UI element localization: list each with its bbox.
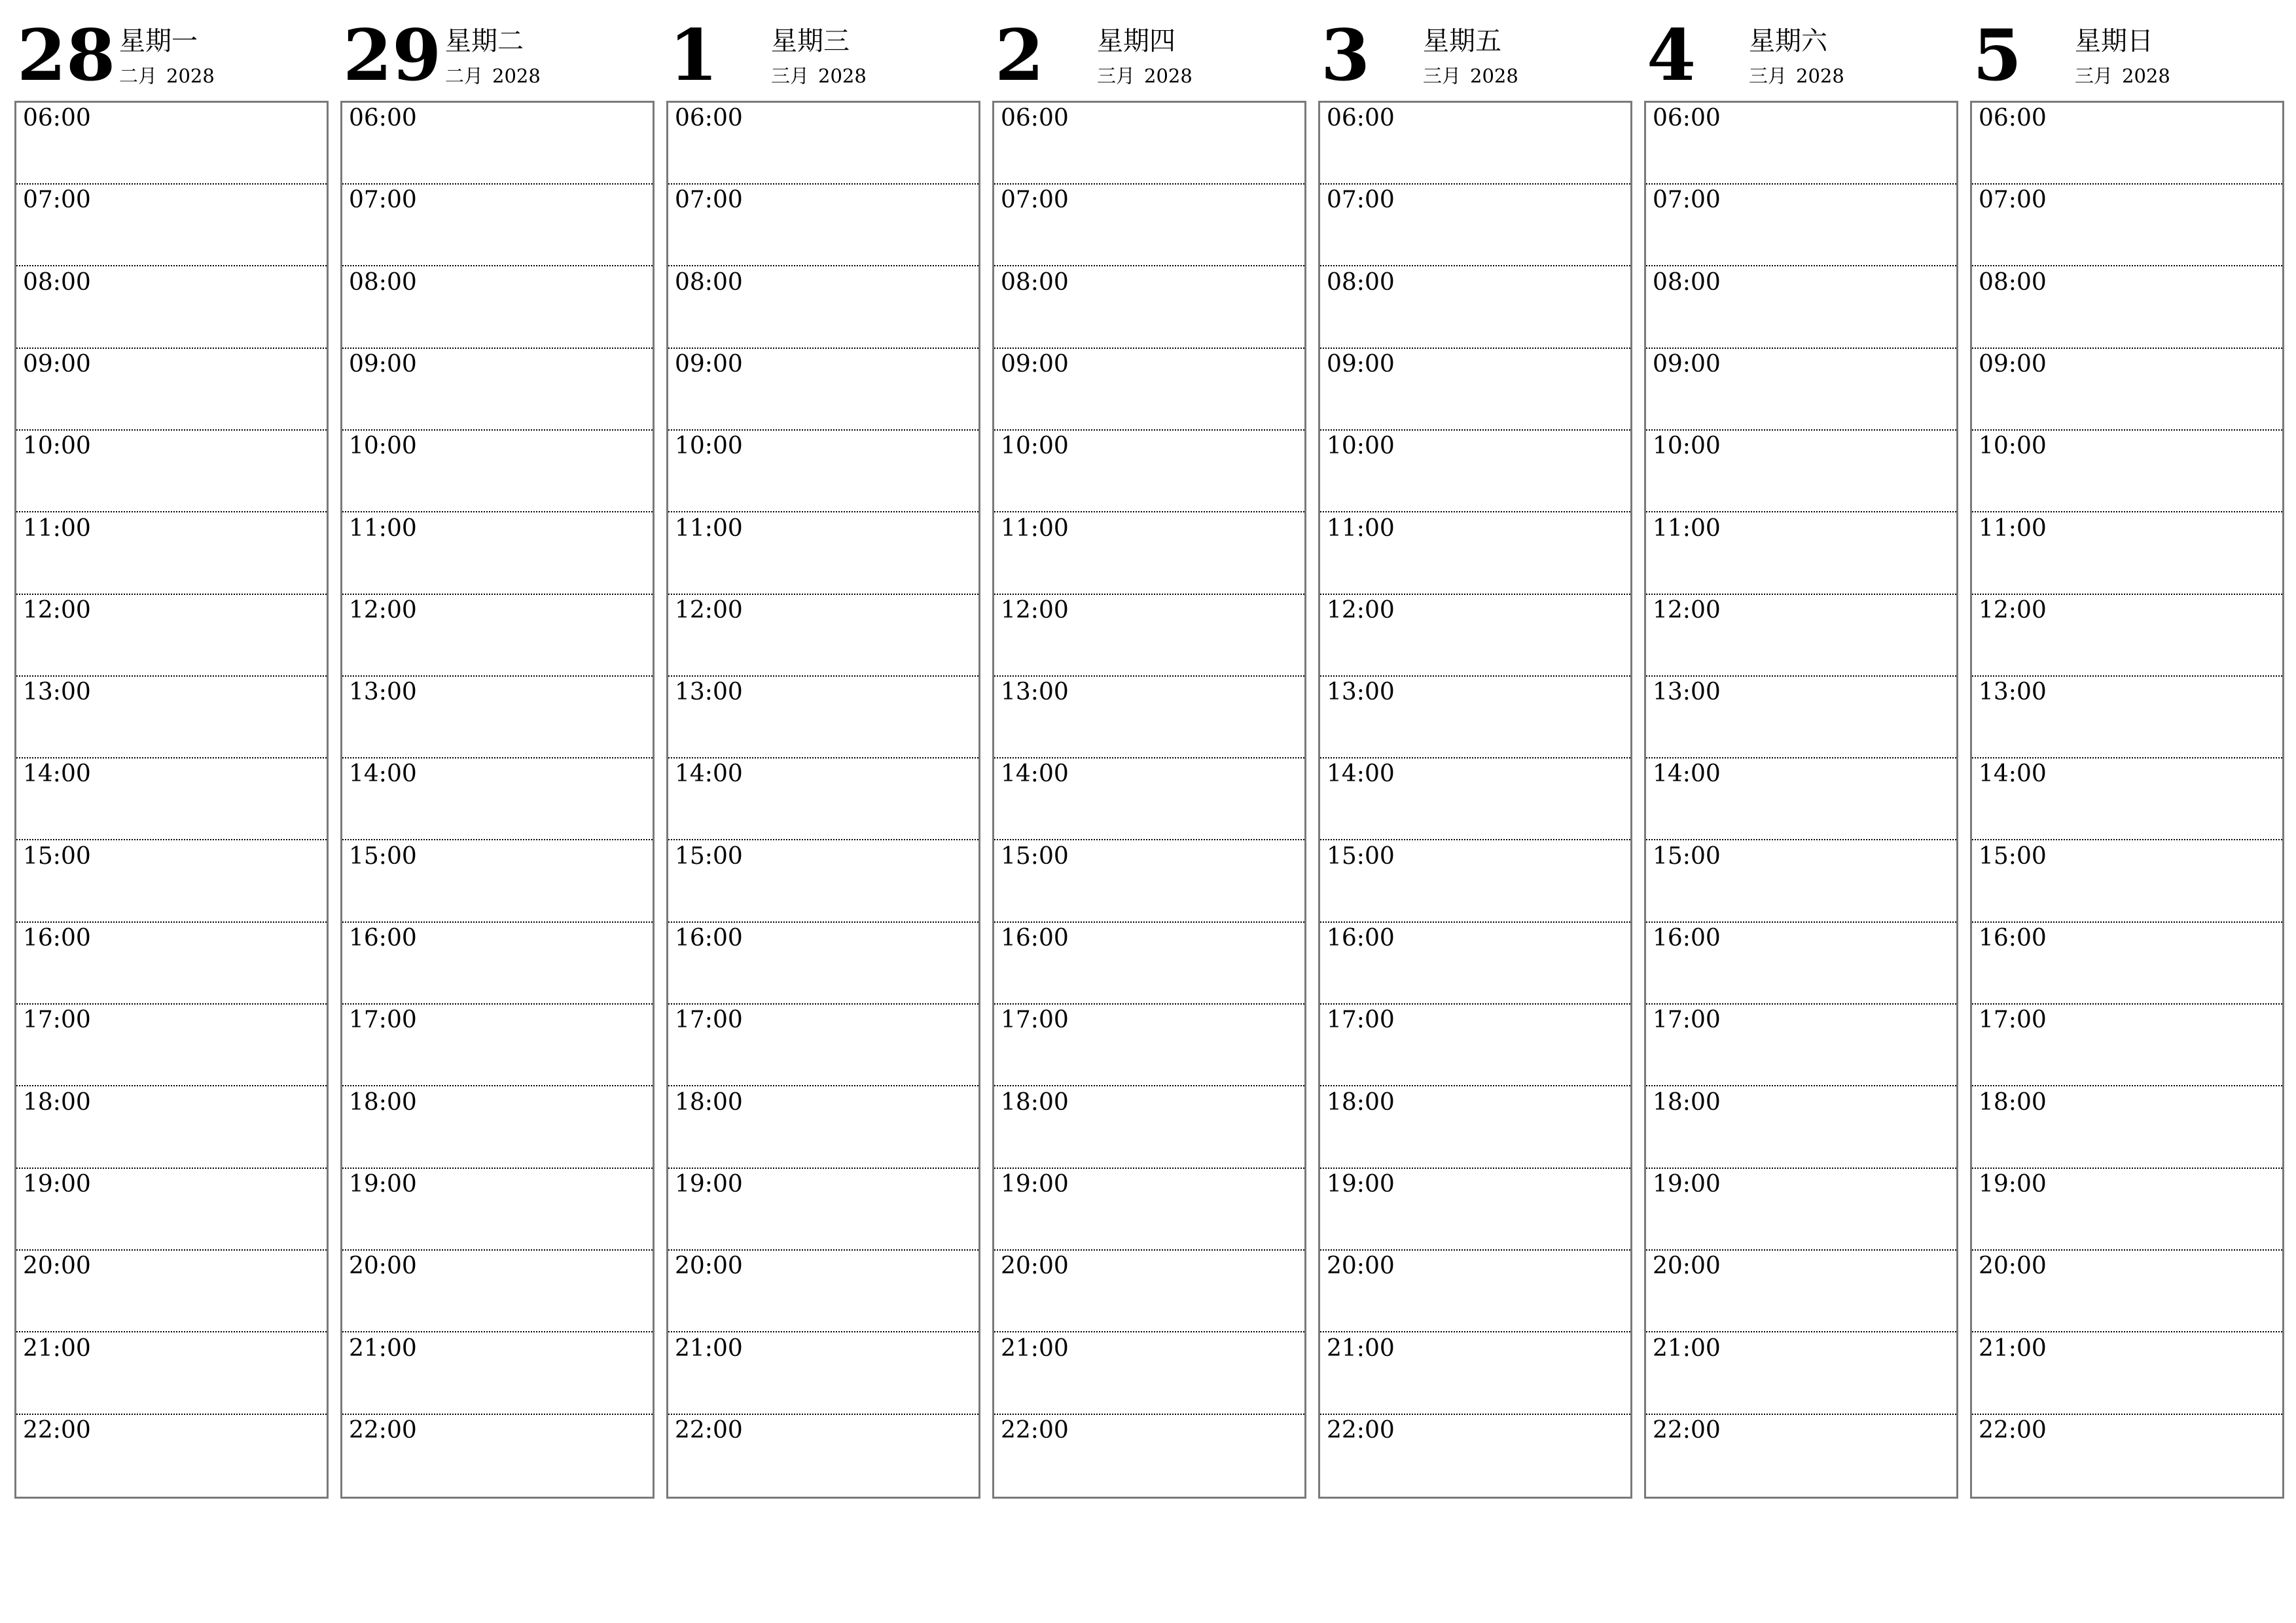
time-slot-label: 17:00 bbox=[1327, 1007, 1395, 1034]
time-slot[interactable] bbox=[1646, 1333, 1956, 1415]
time-slot-label: 18:00 bbox=[1653, 1088, 1721, 1116]
time-slot[interactable] bbox=[1646, 103, 1956, 185]
time-slot-label: 06:00 bbox=[23, 105, 91, 132]
time-slot[interactable] bbox=[16, 595, 327, 677]
day-schedule-box bbox=[666, 101, 980, 1499]
time-slot-label: 17:00 bbox=[349, 1007, 417, 1034]
time-slot[interactable] bbox=[1646, 677, 1956, 758]
time-slot-label: 12:00 bbox=[1327, 596, 1395, 624]
time-slot[interactable] bbox=[1972, 758, 2282, 840]
time-slot[interactable] bbox=[342, 758, 653, 840]
time-slot[interactable] bbox=[1646, 349, 1956, 431]
time-slot-label: 21:00 bbox=[1653, 1334, 1721, 1362]
time-slot[interactable] bbox=[1646, 758, 1956, 840]
time-slot[interactable] bbox=[1320, 513, 1630, 595]
time-slot[interactable] bbox=[1320, 267, 1630, 349]
time-slot-label: 15:00 bbox=[23, 842, 91, 870]
time-slot[interactable] bbox=[1972, 267, 2282, 349]
time-slot-label: 19:00 bbox=[1001, 1170, 1069, 1198]
time-slot-label: 09:00 bbox=[1327, 350, 1395, 378]
time-slot-label: 07:00 bbox=[349, 187, 417, 214]
time-slot[interactable] bbox=[16, 185, 327, 266]
time-slot[interactable] bbox=[342, 595, 653, 677]
time-slot-label: 07:00 bbox=[1327, 187, 1395, 214]
time-slot[interactable] bbox=[16, 1333, 327, 1415]
month-label: 三月 bbox=[771, 65, 810, 87]
time-slot-label: 22:00 bbox=[675, 1416, 743, 1444]
time-slot-label: 22:00 bbox=[1979, 1416, 2047, 1444]
time-slot[interactable] bbox=[1320, 1333, 1630, 1415]
time-slot-label: 09:00 bbox=[1653, 350, 1721, 378]
year-label: 2028 bbox=[492, 65, 541, 87]
time-slot[interactable] bbox=[342, 349, 653, 431]
time-slot[interactable] bbox=[1320, 923, 1630, 1005]
time-slot-label: 08:00 bbox=[23, 268, 91, 296]
time-slot[interactable] bbox=[16, 103, 327, 185]
year-label: 2028 bbox=[818, 65, 867, 87]
day-number: 28 bbox=[17, 14, 116, 97]
month-year-label bbox=[771, 63, 867, 89]
time-slot[interactable] bbox=[668, 1333, 978, 1415]
day-header bbox=[1644, 0, 1957, 98]
time-slot-label: 06:00 bbox=[349, 105, 417, 132]
day-header bbox=[1970, 0, 2283, 98]
month-label: 三月 bbox=[1097, 65, 1136, 87]
time-slot[interactable] bbox=[668, 349, 978, 431]
time-slot[interactable] bbox=[668, 923, 978, 1005]
time-slot[interactable] bbox=[668, 185, 978, 266]
time-slot[interactable] bbox=[668, 103, 978, 185]
time-slot[interactable] bbox=[1972, 1005, 2282, 1086]
time-slot[interactable] bbox=[994, 677, 1304, 758]
day-header bbox=[992, 0, 1305, 98]
day-schedule-box bbox=[14, 101, 329, 1499]
time-slot[interactable] bbox=[668, 1005, 978, 1086]
time-slot[interactable] bbox=[668, 1169, 978, 1251]
time-slot-label: 06:00 bbox=[1001, 105, 1069, 132]
time-slot-label: 06:00 bbox=[1979, 105, 2047, 132]
time-slot-label: 08:00 bbox=[1653, 268, 1721, 296]
time-slot-label: 07:00 bbox=[675, 187, 743, 214]
time-slot[interactable] bbox=[16, 841, 327, 923]
time-slot-label: 10:00 bbox=[23, 433, 91, 460]
time-slot-label: 16:00 bbox=[23, 925, 91, 952]
time-slot[interactable] bbox=[1320, 349, 1630, 431]
time-slot-label: 12:00 bbox=[675, 596, 743, 624]
time-slot-label: 09:00 bbox=[675, 350, 743, 378]
time-slot[interactable] bbox=[16, 349, 327, 431]
time-slot-label: 19:00 bbox=[23, 1170, 91, 1198]
time-slot[interactable] bbox=[668, 841, 978, 923]
time-slot[interactable] bbox=[1646, 1251, 1956, 1332]
time-slot-label: 10:00 bbox=[349, 433, 417, 460]
time-slot[interactable] bbox=[342, 841, 653, 923]
time-slot-label: 16:00 bbox=[1327, 925, 1395, 952]
time-slot[interactable] bbox=[342, 103, 653, 185]
time-slot-label: 07:00 bbox=[1653, 187, 1721, 214]
time-slot-label: 16:00 bbox=[1653, 925, 1721, 952]
time-slot[interactable] bbox=[1972, 595, 2282, 677]
time-slot[interactable] bbox=[994, 1087, 1304, 1169]
time-slot[interactable] bbox=[1646, 1415, 1956, 1497]
time-slot[interactable] bbox=[342, 431, 653, 512]
time-slot-label: 20:00 bbox=[1327, 1253, 1395, 1280]
month-year-label bbox=[1423, 63, 1518, 89]
time-slot-label: 12:00 bbox=[1979, 596, 2047, 624]
time-slot-label: 21:00 bbox=[23, 1334, 91, 1362]
time-slot[interactable] bbox=[1972, 431, 2282, 512]
time-slot-label: 19:00 bbox=[1653, 1170, 1721, 1198]
time-slot-label: 11:00 bbox=[23, 514, 91, 542]
day-schedule-box bbox=[1318, 101, 1632, 1499]
time-slot-label: 15:00 bbox=[349, 842, 417, 870]
time-slot[interactable] bbox=[342, 1087, 653, 1169]
time-slot[interactable] bbox=[1320, 1169, 1630, 1251]
time-slot[interactable] bbox=[16, 431, 327, 512]
time-slot[interactable] bbox=[994, 1005, 1304, 1086]
time-slot[interactable] bbox=[16, 758, 327, 840]
day-number: 1 bbox=[669, 14, 719, 97]
time-slot-label: 09:00 bbox=[1979, 350, 2047, 378]
year-label: 2028 bbox=[2122, 65, 2170, 87]
time-slot-label: 17:00 bbox=[1001, 1007, 1069, 1034]
day-number: 3 bbox=[1321, 14, 1371, 97]
time-slot-label: 10:00 bbox=[1653, 433, 1721, 460]
time-slot-label: 15:00 bbox=[1653, 842, 1721, 870]
time-slot[interactable] bbox=[16, 677, 327, 758]
time-slot-label: 20:00 bbox=[23, 1253, 91, 1280]
time-slot[interactable] bbox=[16, 1005, 327, 1086]
time-slot[interactable] bbox=[1320, 758, 1630, 840]
time-slot-label: 18:00 bbox=[349, 1088, 417, 1116]
time-slot-label: 21:00 bbox=[1327, 1334, 1395, 1362]
time-slot[interactable] bbox=[1646, 841, 1956, 923]
time-slot[interactable] bbox=[994, 349, 1304, 431]
day-schedule-box bbox=[340, 101, 655, 1499]
month-label: 三月 bbox=[1423, 65, 1462, 87]
time-slot[interactable] bbox=[342, 1415, 653, 1497]
time-slot-label: 20:00 bbox=[349, 1253, 417, 1280]
time-slot-label: 20:00 bbox=[675, 1253, 743, 1280]
weekday-label: 星期一 bbox=[119, 26, 198, 56]
time-slot[interactable] bbox=[1972, 1333, 2282, 1415]
time-slot-label: 08:00 bbox=[1327, 268, 1395, 296]
time-slot-label: 12:00 bbox=[23, 596, 91, 624]
time-slot-label: 14:00 bbox=[1327, 760, 1395, 788]
time-slot-label: 14:00 bbox=[1653, 760, 1721, 788]
time-slot[interactable] bbox=[994, 758, 1304, 840]
time-slot[interactable] bbox=[1320, 595, 1630, 677]
time-slot[interactable] bbox=[1646, 1005, 1956, 1086]
time-slot-label: 13:00 bbox=[1001, 679, 1069, 706]
day-schedule-box bbox=[1970, 101, 2284, 1499]
time-slot-label: 10:00 bbox=[1327, 433, 1395, 460]
time-slot[interactable] bbox=[342, 923, 653, 1005]
time-slot-label: 18:00 bbox=[1979, 1088, 2047, 1116]
time-slot-label: 16:00 bbox=[1979, 925, 2047, 952]
time-slot[interactable] bbox=[342, 513, 653, 595]
day-header bbox=[666, 0, 979, 98]
weekday-label: 星期二 bbox=[445, 26, 524, 56]
time-slot[interactable] bbox=[668, 267, 978, 349]
time-slot[interactable] bbox=[1972, 513, 2282, 595]
day-column bbox=[340, 0, 653, 1505]
time-slot-label: 13:00 bbox=[23, 679, 91, 706]
year-label: 2028 bbox=[1144, 65, 1193, 87]
time-slot[interactable] bbox=[16, 923, 327, 1005]
time-slot[interactable] bbox=[16, 1251, 327, 1332]
time-slot-label: 11:00 bbox=[1979, 514, 2047, 542]
time-slot-label: 06:00 bbox=[675, 105, 743, 132]
day-column bbox=[666, 0, 979, 1505]
time-slot-label: 20:00 bbox=[1001, 1253, 1069, 1280]
time-slot[interactable] bbox=[1320, 1251, 1630, 1332]
time-slot[interactable] bbox=[342, 677, 653, 758]
time-slot-label: 11:00 bbox=[1653, 514, 1721, 542]
time-slot-label: 14:00 bbox=[23, 760, 91, 788]
time-slot-label: 15:00 bbox=[675, 842, 743, 870]
time-slot[interactable] bbox=[668, 1415, 978, 1497]
time-slot[interactable] bbox=[1972, 677, 2282, 758]
time-slot[interactable] bbox=[994, 1251, 1304, 1332]
day-number: 5 bbox=[1973, 14, 2022, 97]
day-column bbox=[992, 0, 1305, 1505]
month-year-label bbox=[1749, 63, 1844, 89]
time-slot[interactable] bbox=[1646, 185, 1956, 266]
month-label: 二月 bbox=[445, 65, 484, 87]
time-slot[interactable] bbox=[994, 267, 1304, 349]
day-number: 4 bbox=[1647, 14, 1696, 97]
day-number: 2 bbox=[995, 14, 1045, 97]
month-year-label bbox=[2075, 63, 2170, 89]
time-slot-label: 18:00 bbox=[675, 1088, 743, 1116]
time-slot[interactable] bbox=[668, 595, 978, 677]
time-slot[interactable] bbox=[994, 595, 1304, 677]
time-slot-label: 10:00 bbox=[1979, 433, 2047, 460]
time-slot[interactable] bbox=[668, 1251, 978, 1332]
time-slot-label: 22:00 bbox=[349, 1416, 417, 1444]
time-slot-label: 22:00 bbox=[1327, 1416, 1395, 1444]
time-slot-label: 19:00 bbox=[1327, 1170, 1395, 1198]
time-slot-label: 20:00 bbox=[1653, 1253, 1721, 1280]
year-label: 2028 bbox=[1470, 65, 1518, 87]
time-slot[interactable] bbox=[1320, 103, 1630, 185]
day-schedule-box bbox=[1644, 101, 1958, 1499]
time-slot-label: 15:00 bbox=[1979, 842, 2047, 870]
time-slot[interactable] bbox=[1320, 431, 1630, 512]
time-slot-label: 22:00 bbox=[1653, 1416, 1721, 1444]
time-slot[interactable] bbox=[1320, 185, 1630, 266]
time-slot-label: 17:00 bbox=[1979, 1007, 2047, 1034]
day-column bbox=[1970, 0, 2283, 1505]
day-header bbox=[340, 0, 653, 98]
time-slot[interactable] bbox=[994, 1333, 1304, 1415]
time-slot[interactable] bbox=[16, 1087, 327, 1169]
time-slot-label: 07:00 bbox=[23, 187, 91, 214]
time-slot[interactable] bbox=[342, 185, 653, 266]
day-number: 29 bbox=[343, 14, 442, 97]
time-slot[interactable] bbox=[16, 1169, 327, 1251]
time-slot-label: 17:00 bbox=[23, 1007, 91, 1034]
time-slot-label: 18:00 bbox=[23, 1088, 91, 1116]
time-slot[interactable] bbox=[994, 431, 1304, 512]
time-slot[interactable] bbox=[994, 923, 1304, 1005]
time-slot-label: 19:00 bbox=[675, 1170, 743, 1198]
time-slot-label: 11:00 bbox=[675, 514, 743, 542]
time-slot-label: 11:00 bbox=[349, 514, 417, 542]
time-slot-label: 21:00 bbox=[675, 1334, 743, 1362]
time-slot-label: 13:00 bbox=[349, 679, 417, 706]
time-slot[interactable] bbox=[1320, 677, 1630, 758]
time-slot[interactable] bbox=[342, 1005, 653, 1086]
time-slot[interactable] bbox=[1646, 267, 1956, 349]
time-slot-label: 09:00 bbox=[23, 350, 91, 378]
weekday-label: 星期五 bbox=[1423, 26, 1501, 56]
time-slot-label: 15:00 bbox=[1001, 842, 1069, 870]
time-slot-label: 17:00 bbox=[675, 1007, 743, 1034]
weekday-label: 星期日 bbox=[2075, 26, 2153, 56]
time-slot[interactable] bbox=[1646, 1169, 1956, 1251]
time-slot-label: 09:00 bbox=[1001, 350, 1069, 378]
time-slot-label: 19:00 bbox=[1979, 1170, 2047, 1198]
day-column bbox=[14, 0, 327, 1505]
time-slot-label: 12:00 bbox=[1653, 596, 1721, 624]
time-slot-label: 15:00 bbox=[1327, 842, 1395, 870]
time-slot-label: 16:00 bbox=[675, 925, 743, 952]
time-slot[interactable] bbox=[1646, 513, 1956, 595]
time-slot[interactable] bbox=[1320, 1087, 1630, 1169]
time-slot[interactable] bbox=[994, 1169, 1304, 1251]
time-slot[interactable] bbox=[1646, 1087, 1956, 1169]
time-slot-label: 08:00 bbox=[675, 268, 743, 296]
time-slot[interactable] bbox=[1972, 923, 2282, 1005]
time-slot-label: 14:00 bbox=[675, 760, 743, 788]
time-slot-label: 13:00 bbox=[1653, 679, 1721, 706]
year-label: 2028 bbox=[166, 65, 215, 87]
time-slot-label: 08:00 bbox=[1979, 268, 2047, 296]
time-slot[interactable] bbox=[1320, 1415, 1630, 1497]
time-slot-label: 13:00 bbox=[1327, 679, 1395, 706]
time-slot-label: 17:00 bbox=[1653, 1007, 1721, 1034]
time-slot-label: 21:00 bbox=[1979, 1334, 2047, 1362]
time-slot[interactable] bbox=[668, 513, 978, 595]
year-label: 2028 bbox=[1796, 65, 1844, 87]
time-slot-label: 22:00 bbox=[1001, 1416, 1069, 1444]
time-slot[interactable] bbox=[668, 758, 978, 840]
weekday-label: 星期四 bbox=[1097, 26, 1175, 56]
time-slot[interactable] bbox=[342, 1333, 653, 1415]
time-slot[interactable] bbox=[1320, 841, 1630, 923]
time-slot-label: 16:00 bbox=[349, 925, 417, 952]
time-slot-label: 07:00 bbox=[1001, 187, 1069, 214]
time-slot-label: 08:00 bbox=[349, 268, 417, 296]
time-slot[interactable] bbox=[342, 1169, 653, 1251]
month-year-label bbox=[1097, 63, 1193, 89]
time-slot[interactable] bbox=[994, 185, 1304, 266]
time-slot-label: 12:00 bbox=[1001, 596, 1069, 624]
time-slot[interactable] bbox=[1646, 923, 1956, 1005]
time-slot-label: 09:00 bbox=[349, 350, 417, 378]
month-label: 二月 bbox=[119, 65, 158, 87]
time-slot[interactable] bbox=[668, 431, 978, 512]
time-slot-label: 14:00 bbox=[1979, 760, 2047, 788]
time-slot-label: 13:00 bbox=[1979, 679, 2047, 706]
time-slot[interactable] bbox=[1646, 431, 1956, 512]
time-slot-label: 11:00 bbox=[1327, 514, 1395, 542]
time-slot[interactable] bbox=[994, 1415, 1304, 1497]
time-slot[interactable] bbox=[994, 841, 1304, 923]
day-header bbox=[1318, 0, 1631, 98]
time-slot-label: 18:00 bbox=[1001, 1088, 1069, 1116]
time-slot-label: 21:00 bbox=[1001, 1334, 1069, 1362]
month-label: 三月 bbox=[1749, 65, 1787, 87]
month-year-label bbox=[119, 63, 215, 89]
time-slot-label: 22:00 bbox=[23, 1416, 91, 1444]
time-slot[interactable] bbox=[994, 103, 1304, 185]
time-slot[interactable] bbox=[342, 1251, 653, 1332]
time-slot[interactable] bbox=[1972, 1415, 2282, 1497]
time-slot-label: 11:00 bbox=[1001, 514, 1069, 542]
weekday-label: 星期三 bbox=[771, 26, 850, 56]
time-slot[interactable] bbox=[16, 267, 327, 349]
time-slot-label: 16:00 bbox=[1001, 925, 1069, 952]
time-slot[interactable] bbox=[342, 267, 653, 349]
weekday-label: 星期六 bbox=[1749, 26, 1827, 56]
time-slot-label: 18:00 bbox=[1327, 1088, 1395, 1116]
time-slot-label: 10:00 bbox=[1001, 433, 1069, 460]
time-slot-label: 14:00 bbox=[349, 760, 417, 788]
month-year-label bbox=[445, 63, 541, 89]
time-slot[interactable] bbox=[1972, 1169, 2282, 1251]
time-slot[interactable] bbox=[1972, 841, 2282, 923]
month-label: 三月 bbox=[2075, 65, 2113, 87]
time-slot-label: 21:00 bbox=[349, 1334, 417, 1362]
day-column bbox=[1318, 0, 1631, 1505]
time-slot-label: 14:00 bbox=[1001, 760, 1069, 788]
time-slot[interactable] bbox=[1972, 185, 2282, 266]
time-slot[interactable] bbox=[1972, 1251, 2282, 1332]
weekly-planner bbox=[14, 0, 2291, 1505]
time-slot[interactable] bbox=[16, 1415, 327, 1497]
day-column bbox=[1644, 0, 1957, 1505]
time-slot[interactable] bbox=[1972, 349, 2282, 431]
time-slot[interactable] bbox=[668, 1087, 978, 1169]
day-schedule-box bbox=[992, 101, 1306, 1499]
time-slot-label: 06:00 bbox=[1327, 105, 1395, 132]
time-slot-label: 12:00 bbox=[349, 596, 417, 624]
time-slot[interactable] bbox=[1320, 1005, 1630, 1086]
time-slot-label: 07:00 bbox=[1979, 187, 2047, 214]
time-slot[interactable] bbox=[1972, 103, 2282, 185]
time-slot-label: 20:00 bbox=[1979, 1253, 2047, 1280]
time-slot-label: 10:00 bbox=[675, 433, 743, 460]
time-slot-label: 06:00 bbox=[1653, 105, 1721, 132]
time-slot[interactable] bbox=[994, 513, 1304, 595]
time-slot-label: 08:00 bbox=[1001, 268, 1069, 296]
time-slot[interactable] bbox=[16, 513, 327, 595]
day-header bbox=[14, 0, 327, 98]
time-slot-label: 13:00 bbox=[675, 679, 743, 706]
time-slot[interactable] bbox=[1972, 1087, 2282, 1169]
time-slot-label: 19:00 bbox=[349, 1170, 417, 1198]
time-slot[interactable] bbox=[668, 677, 978, 758]
time-slot[interactable] bbox=[1646, 595, 1956, 677]
